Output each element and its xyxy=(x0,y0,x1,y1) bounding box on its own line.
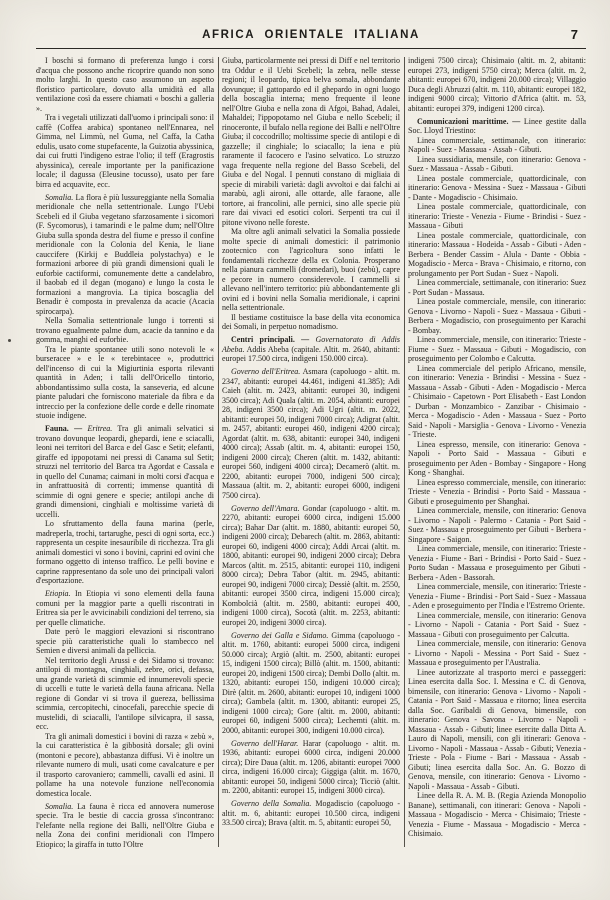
paragraph: Nel territorio degli Arussi e dei Sidamo si trovano: antilopi di montagna, cinghiali, zebre, orici, defassa, una grande varietà di scimmie ed innumerevoli specie di uccelli e tutte le varietà della fauna africana. Nella regione di Gondar vi si trova il guereza, bellissima scimmia, cercopitechi, cinocefali, parecchie specie di mustelidi, di sciacalli, l'antilope silvicapra, il sassa, ecc. xyxy=(36,655,214,731)
paragraph: Nella Somalia settentrionale lungo i torrenti si trovano egualmente palme dum, acacie da tannino e da gomma, manghi ed euforbie. xyxy=(36,316,214,344)
paragraph: indigeni 7500 circa); Chisimaio (altit. m. 2, abitanti: europei 273, indigeni 5750 circa); Merca (altit. m. 2, abitanti: europei 670, indigeni 20.000 circa); Villaggio Duca degli Abruzzi (altit. m. 110, abitanti: europei 182, indigeni 9000 circa); Vittorio d'Africa (altit. m. 53, abitanti: europei 379, indigeni 1200 circa). xyxy=(408,56,586,113)
paragraph: Fauna. — Eritrea. Tra gli animali selvatici si trovano dovunque leopardi, ghepardi, iene e sciacalli, leoni nei territori del Barca e del Gasc e Setit; elefanti, giraffe ed ippopotami nei pressi di Canama sul Setit; struzzi nel territorio del Barca tra Agordat e Cassala e in quello del Cunama; caimani in molti corsi d'acqua e in anfrattuosità di correnti; immense quantità di scimmie di ogni genere e specie; antilopi anche di grandi dimensioni, cinghiali e moltissime varietà di uccelli. xyxy=(36,424,214,519)
paragraph: Linea commerciale, mensile, con itinerario: Trieste - Venezia - Fiume - Brindisi - Port Said - Suez - Massaua - Aden e proseguimento per l'India e l'Estremo Oriente. xyxy=(408,582,586,610)
running-head xyxy=(36,26,586,49)
paragraph: Linea postale commerciale, quattordicinale, con itinerario: Genova - Messina - Suez - Massaua - Gibuti - Dante - Mogadiscio - Chisimaio. xyxy=(408,173,586,202)
text-content xyxy=(36,56,586,849)
scan-artifact xyxy=(8,339,11,342)
paragraph: Somalia. La flora è più lussureggiante nella Somalia meridionale che nella settentrionale. Lungo l'Uebi Scebeli ed il Giuba vegetano sfarzosamente i sicomori (F. Sycomorus), i tamarindi e le palme dum; nell'Oltre Giuba sulla sponda destra del fiume e presso il confine meridionale con la Colonia del Kenia, le liane cauccifere (Kirkij e Buddleia polystachya) e le formazioni arboree di più grandi dimensioni quali le euforbie cactiformi, comunemente dette a candelabro, il baobab ed il degan (mogano) e lungo la costa le formazioni a mangrovia. La tipica boscaglia del Benadir è composta in prevalenza da acacie (Acacia spirocarpa). xyxy=(36,192,214,316)
column-3 xyxy=(408,56,586,849)
paragraph: Linea espresso commerciale, mensile, con itinerario: Trieste - Venezia - Brindisi - Porto Said - Massaua - Gibuti e proseguimento per Shanghai. xyxy=(408,477,586,506)
paragraph: Linea postale commerciale, quattordicinale, con itinerario: Trieste - Venezia - Fiume - Brindisi - Suez - Massaua - Gibuti xyxy=(408,202,586,230)
paragraph: Linea postale commerciale, mensile, con itinerario: Genova - Livorno - Napoli - Suez - Massaua - Gibuti - Berbera - Mogadiscio, con proseguimento per Karachi - Bombay. xyxy=(408,297,586,335)
paragraph: Tra gli animali domestici i bovini di razza « zebù », la cui caratteristica è la gibbosità dorsale; gli ovini (montoni e pecore), abbastanza diffusi. Vi è inoltre un rilevante numero di muli, usati come cavalcature e per il trasporto carovaniero; cammelli, cavalli ed asini. Il pollame ha una notevole funzione nell'economia domestica locale. xyxy=(36,731,214,798)
column-separator xyxy=(218,57,219,847)
paragraph: Linee della R. A. M. B. (Regia Azienda Monopolio Banane), settimanali, con itinerari: Genova - Napoli - Massaua - Mogadiscio - Merca - Chisimaio; Trieste - Venezia - Fiume - Massaua - Mogadiscio - Merca - Chisimaio. xyxy=(408,791,586,838)
paragraph: Linea sussidiaria, mensile, con itinerario: Genova - Suez - Massaua - Assab - Gibuti. xyxy=(408,154,586,173)
page-title: AFRICA ORIENTALE ITALIANA xyxy=(202,29,420,41)
paragraph: Linea commerciale, mensile, con itinerario: Genova - Livorno - Napoli - Catania - Port Said - Suez - Massaua - Gibuti con proseguimento per Calcutta. xyxy=(408,610,586,639)
paragraph: Linea commerciale, mensile, con itinerario: Trieste - Venezia - Fiume - Bari - Brindisi - Porto Said - Suez - Porto Sudan - Massaua e proseguimento per Gibuti - Berbera - Aden - Bassorah. xyxy=(408,544,586,582)
paragraph: Date però le maggiori elevazioni si riscontrano specie più caratteristiche quali lo stambecco nel Semien e diversi animali da pelliccia. xyxy=(36,627,214,655)
paragraph: Lo sfruttamento della fauna marina (perle, madreperla, trochi, tartarughe, pesci di ogni sorta, ecc.) rappresenta un cespite inesauribile di ricchezza. Tra gli animali domestici vi sono i bovini, caprini ed ovini che formano oggetto di intenso traffico. Le pelli bovine e caprine rappresentano da sole uno dei principali valori d'esportazione. xyxy=(36,519,214,585)
paragraph: Linea postale commerciale, quattordicinale, con itinerario: Massaua - Hodeida - Assab - Gibuti - Aden - Berbera - Bender Cassim - Alula - Dante - Obbia - Mogadiscio - Merca - Brava - Chisimaio, e ritorno, con prolungamento per Port Sudan - Suez - Napoli. xyxy=(408,230,586,278)
paragraph: Tra i vegetali utilizzati dall'uomo i principali sono: il caffè (Coffea arabica) spontaneo nell'Ennarea, nel Gimma, nel Limmù, nel Guma, nel Caffa, la Catha edulis, usato come stupefacente, la Guizotia abyssinica, dai cui frutti l'indigeno estrae l'olio; il teff (Eragrostis abyssinica), cereale importante per la panificazione locale; il dagussa (Eleusine tocusso), usato per fare birra ed acquavite, ecc. xyxy=(36,113,214,189)
paragraph: I boschi si formano di preferenza lungo i corsi d'acqua che possono anche ricoprire quando non sono molto larghi. In questo caso assumono un aspetto floristico particolare, dovuto alla umidità ed alla ventilazione così da essere chiamati « boschi a galleria ». xyxy=(36,56,214,113)
paragraph: Governo dell'Eritrea. Asmara (capoluogo - altit. m. 2347, abitanti: europei 44.461, indigeni 41.385); Adi Caieh (altit. m. 2423, abitanti: europei 30, indigeni 3500 circa); Adi Quala (altit. m. 2054, abitanti: europei 28, indigeni 3500 circa); Adi Ugri (altit. m. 2022, abitanti: europei 50, indigeni 7000 circa); Adigrat (altit. m. 2457, abitanti: europei 460, indigeni 4200 circa); Agordat (altit. m. 638, abitanti: europei 340, indigeni 4000 circa); Assab (altit. m. 4, abitanti: europei 150, indigeni 2000 circa); Cheren (altit. m. 1432, abitanti: europei 560, indigeni 4000 circa); Decamerò (altit. m. 2200, abitanti: europei 7000, indigeni 500 circa); Massaua (altit. m. 2, abitanti: europei 6000, indigeni 7500 circa). xyxy=(222,367,400,500)
paragraph: Linea commerciale, mensile, con itinerario: Genova - Livorno - Napoli - Messina - Port Said - Suez - Massaua e proseguimento per l'Australia. xyxy=(408,639,586,667)
page-number: 7 xyxy=(570,27,578,42)
column-2 xyxy=(222,56,400,849)
paragraph: Ma oltre agli animali selvatici la Somalia possiede molte specie di animali domestici: il patrimonio zootecnico con l'agricoltura sono infatti le fondamentali ricchezze della ex Colonia. Prosperano nella pianura cammelli (dromedari), buoi (zebù), capre e pecore in numero considerevole. I cammelli si allevano nell'intero territorio: più abbondantemente gli ovini ed i bovini nella Somalia meridionale, i caprini nella settentrionale. xyxy=(222,227,400,312)
paragraph: Somalia. La fauna è ricca ed annovera numerose specie. Tra le bestie di caccia grossa s'incontrano: l'elefante nella regione dei Balli, nell'Oltre Giuba e nella Zona dei confini meridionali con l'Impero Etiopico; la giraffa in tutto l'Oltre xyxy=(36,801,214,849)
paragraph: Governo dei Galla e Sidamo. Gimma (capoluogo - altit. m. 1760, abitanti: europei 5000 circa, indigeni 50.000 circa); Argiò (altit. m. 2500, abitanti: europei 15, indigeni 1500 circa); Billò (altit. m. 1500, abitanti: europei 20, indigeni 1500 circa); Dembi Dollo (altit. m. 1320, abitanti: europei 150, indigeni 10.000 circa); Dirè (altit. m. 2600, abitanti: europei 10, indigeni 1000 circa); Gambela (altit. m. 1300, abitanti: europei 25, indigeni 1000 circa); Gore (altit. m. 2000, abitanti: europei 60, indigeni 5000 circa); Lechemti (altit. m. 2000, abitanti: europei 300, indigeni 10.000 circa). xyxy=(222,630,400,735)
paragraph: Governo della Somalia. Mogadiscio (capoluogo - altit. m. 6, abitanti: europei 10.500 circa, indigeni 33.500 circa); Brava (altit. m. 5, abitanti: europei 50, xyxy=(222,799,400,827)
paragraph: Comunicazioni marittime. — Linee gestite dalla Soc. Lloyd Triestino: xyxy=(408,116,586,135)
paragraph: Il bestiame costituisce la base della vita economica dei Somali, in perpetuo nomadismo. xyxy=(222,312,400,331)
paragraph: Tra le piante spontanee utili sono notevoli le « burseracee » e le « terebintacee », produttrici dell'incenso di cui la Migiurtinia esporta rilevanti quantità in Aden; i talli dell'Oricello tintorio, abbondantissimo sulla costa, la sanseveria, ed alcune piante paludari che forniscono materiale da fibra e da intreccio per la confezione delle corde e delle rinomate stuoie indigene. xyxy=(36,344,214,420)
paragraph: Centri principali. — Governatorato di Addis Abeba. Addis Abeba (capitale. Altit. m. 2640, abitanti: europei 17.500 circa, indigeni 150.000 circa). xyxy=(222,335,400,363)
paragraph: Linea espresso, mensile, con itinerario: Genova - Napoli - Porto Said - Massaua - Gibuti e proseguimento per Aden - Bombay - Singapore - Hong Kong - Shanghai. xyxy=(408,439,586,477)
paragraph: Linea commerciale, settimanale, con itinerario: Napoli - Suez - Massaua - Assab - Gibuti. xyxy=(408,135,586,154)
paragraph: Giuba, particolarmente nei pressi di Diff e nel territorio tra Oddur e il Uebi Scebeli; la zebra, nelle stesse regioni; il leopardo, tipica belva somala, abbondante dovunque; il gattopardo ed il ghepardo in ogni luogo della boscaglia interna; meno frequente il leone nell'Oltre Giuba e nella zona di Afgoi, Bahad, Adalei, Mahaldei; l'ippopotamo nel Giuba e nello Scebeli; il rinoceronte, il bufalo nella regione dei Balli e nell'Oltre Giuba; il coccodrillo; moltissime specie di antilopi e di gazzelle; il cinghiale; lo sciacallo; la iena e più raramente il facocero e l'asino selvatico. Lo struzzo vaga frequente nella regione del Basso Scebeli, del Giuba e del Nogal. I pennuti constano di migliaia di specie di mirabili varietà: dagli avvoltoi e dai falchi ai marabù, agli aironi, alle ottarde, alle faraone, alle tortore, ai francolini, alle pernici, sino alle specie più rare dai vivaci ed esotici colori. Serpenti tra cui il pitone vivono nelle foreste. xyxy=(222,56,400,227)
paragraph: Governo dell'Amara. Gondar (capoluogo - altit. m. 2270, abitanti: europei 6000 circa, indigeni 15.000 circa); Bahar Dar (altit. m. 1880, abitanti: europei 50, indigeni 2000 circa); Debarech (altit. m. 2863, abitanti: europei 60, indigeni 4000 circa); Addi Arcai (altit. m. 1800, abitanti: europei 90, indigeni 2000 circa); Debra Marcos (altit. m. 2515, abitanti: europei 110, indigeni 8000 circa); Debra Tabor (altit. m. 2945, abitanti: europei 90, indigeni 7000 circa); Dessiè (altit. m. 2550, abitanti: europei 3500 circa, indigeni 15.000 circa); Kombolcià (altit. m. 2580, abitanti: europei 400, indigeni 1000 circa), Socotà (altit. m. 2253, abitanti: europei 20, indigeni 3000 circa). xyxy=(222,503,400,627)
paragraph: Linea commerciale, mensile, con itinerario: Trieste - Fiume - Suez - Massaua - Gibuti - Mogadiscio, con proseguimento per Colombo e Calcutta. xyxy=(408,335,586,363)
paragraph: Linee autorizzate al trasporto merci e passeggeri: Linea esercita dalla Soc. I. Messina e C. di Genova, bimensile, con itinerario: Genova - Livorno - Napoli - Catania - Port Said - Massaua e ritorno; linea esercita dalla Soc. Garibaldi di Genova, bimensile, con itinerario: Genova - Savona - Livorno - Napoli - Massaua - Assab - Gibuti; linee esercite dalla Ditta A. Lauro di Napoli, mensili, con gli itinerari: Genova - Livorno - Napoli - Massaua - Assab - Gibuti; Venezia - Trieste - Pola - Fiume - Bari - Massaua - Assab - Gibuti; linea esercita dalla Soc. An. G. Bozzo di Genova, mensile, con itinerario: Genova - Livorno - Napoli - Massaua - Assab - Gibuti. xyxy=(408,667,586,791)
paragraph: Linea commerciale, mensile, con itinerario: Genova - Livorno - Napoli - Palermo - Catania - Port Said - Suez - Massaua e proseguimento per Gibuti - Berbera - Singapore - Saigon. xyxy=(408,506,586,544)
paragraph: Governo dell'Harar. Harar (capoluogo - altit. m. 1936, abitanti: europei 6000 circa, indigeni 20.000 circa); Dire Daua (altit. m. 1206, abitanti: europei 7000 circa, indigeni 16.000 circa); Giggiga (altit. m. 1670, abitanti: europei 50, indigeni 5000 circa); Ticciò (altit. m. 2200, abitanti: europei 15, indigeni 3000 circa). xyxy=(222,738,400,795)
column-separator xyxy=(404,57,405,847)
paragraph: Linea commerciale, settimanale, con itinerario: Suez - Port Sudan - Massaua. xyxy=(408,278,586,297)
column-1 xyxy=(36,56,214,849)
paragraph: Linea commerciale del periplo Africano, mensile, con itinerario: Venezia - Brindisi - Messina - Suez - Massaua - Assab - Gibuti - Aden - Mogadiscio - Merca - Chisimaio - Capetown - Port Elisabeth - East London - Durban - Monzambico - Zanzibar - Chisimaio - Merca - Mogadiscio - Aden - Massaua - Suez - Porto Said - Napoli - Marsiglia - Genova - Livorno - Venezia - Trieste. xyxy=(408,363,586,439)
paragraph: Etiopia. In Etiopia vi sono elementi della fauna comuni per la maggior parte a quelli riscontrati in Eritrea sia per le avvicinabili condizioni del terreno, sia per quelle climatiche. xyxy=(36,589,214,627)
